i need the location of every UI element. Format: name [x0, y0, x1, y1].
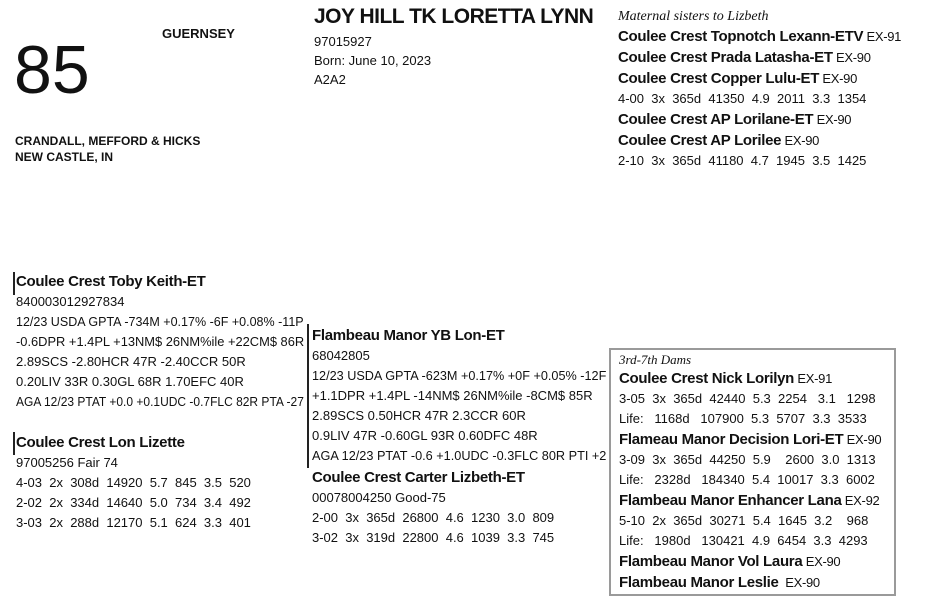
sire-name: Coulee Crest Toby Keith-ET — [16, 273, 206, 290]
ancestor-dam-entry — [619, 429, 881, 450]
sister-grade: EX-90 — [781, 133, 820, 148]
ancestor-dam-entry — [619, 572, 820, 593]
sister-entry — [618, 130, 819, 151]
sister-grade: EX-91 — [863, 29, 902, 44]
ancestor-dam-record: 5-10 2x 365d 30271 5.4 1645 3.2 968 — [619, 513, 869, 528]
ancestor-dam-record: 3-09 3x 365d 44250 5.9 2600 3.0 1313 — [619, 452, 876, 467]
sire-liv: 0.20LIV 33R 0.30GL 68R 1.70EFC 40R — [16, 374, 244, 389]
ancestor-dam-name: Flambeau Manor Enhancer Lana — [619, 492, 842, 509]
sister-grade: EX-90 — [813, 112, 852, 127]
sire-bracket-line — [13, 272, 15, 295]
sister-entry — [618, 68, 857, 89]
ancestor-dam-entry — [619, 551, 840, 572]
dams-box-heading: 3rd-7th Dams — [619, 352, 692, 367]
registration-number: 97015927 — [314, 34, 372, 49]
sire-block — [16, 271, 328, 412]
ancestor-dam-grade: EX-92 — [841, 493, 880, 508]
ancestor-dam-name: Flambeau Manor Leslie — [619, 574, 779, 591]
sire-of-dam-health: +1.1DPR +1.4PL -14NM$ 26NM%ile -8CM$ 85R — [312, 388, 593, 403]
dams-box — [609, 348, 896, 596]
animal-info — [314, 32, 431, 89]
dam-of-dam-block — [312, 467, 554, 548]
sister-entry — [618, 109, 851, 130]
consignor-name: CRANDALL, MEFFORD & HICKS — [15, 134, 201, 148]
consignor-block — [15, 133, 200, 165]
sire-of-dam-reg: 68042805 — [312, 348, 370, 363]
ancestor-dam-lifetime: Life: 2328d 184340 5.4 10017 3.3 6002 — [619, 472, 875, 487]
breed-label: GUERNSEY — [162, 26, 235, 41]
ancestor-dam-grade: EX-90 — [843, 432, 882, 447]
sister-name: Coulee Crest AP Lorilee — [618, 132, 782, 149]
ancestor-dam-name: Flambeau Manor Vol Laura — [619, 553, 803, 570]
dam-of-dam-record: 2-00 3x 365d 26800 4.6 1230 3.0 809 — [312, 510, 555, 525]
maternal-sisters — [618, 8, 901, 171]
dam-name: Coulee Crest Lon Lizette — [16, 434, 185, 451]
dam-of-dam-name: Coulee Crest Carter Lizbeth-ET — [312, 469, 525, 486]
sister-name: Coulee Crest Prada Latasha-ET — [618, 49, 833, 66]
dam-reg: 97005256 Fair 74 — [16, 455, 118, 470]
ancestor-dam-entry — [619, 368, 832, 389]
ancestor-dam-grade: EX-91 — [794, 371, 833, 386]
sister-record: 4-00 3x 365d 41350 4.9 2011 3.3 1354 — [618, 91, 867, 106]
ancestor-dam-lifetime: Life: 1980d 130421 4.9 6454 3.3 4293 — [619, 533, 868, 548]
sire-of-dam-ptat: AGA 12/23 PTAT -0.6 +1.0UDC -0.3FLC 80R PTI +2 — [312, 448, 607, 463]
maternal-sisters-heading: Maternal sisters to Lizbeth — [618, 9, 769, 24]
sister-entry — [618, 26, 901, 47]
ancestor-dam-lifetime: Life: 1168d 107900 5.3 5707 3.3 3533 — [619, 411, 867, 426]
dam-bracket-line — [13, 432, 15, 455]
ancestor-dam-entry — [619, 490, 879, 511]
sister-name: Coulee Crest Topnotch Lexann-ETV — [618, 28, 864, 45]
dam-block — [16, 432, 251, 533]
sire-scs: 2.89SCS -2.80HCR 47R -2.40CCR 50R — [16, 354, 246, 369]
animal-name: JOY HILL TK LORETTA LYNN — [314, 5, 594, 28]
sire-gpta: 12/23 USDA GPTA -734M +0.17% -6F +0.08% -11P — [16, 314, 304, 329]
dam-record: 2-02 2x 334d 14640 5.0 734 3.4 492 — [16, 495, 251, 510]
sire-ptat: AGA 12/23 PTAT +0.0 +0.1UDC -0.7FLC 82R PTA -27 — [16, 394, 304, 409]
sister-record: 2-10 3x 365d 41180 4.7 1945 3.5 1425 — [618, 153, 867, 168]
sire-of-dam-liv: 0.9LIV 47R -0.60GL 93R 0.60DFC 48R — [312, 428, 538, 443]
ancestor-dam-name: Coulee Crest Nick Lorilyn — [619, 370, 795, 387]
ancestor-dam-record: 3-05 3x 365d 42440 5.3 2254 3.1 1298 — [619, 391, 876, 406]
sire-of-dam-name: Flambeau Manor YB Lon-ET — [312, 327, 505, 344]
sister-name: Coulee Crest Copper Lulu-ET — [618, 70, 820, 87]
sire-health: -0.6DPR +1.4PL +13NM$ 26NM%ile +22CM$ 86R — [16, 334, 305, 349]
sire-of-dam-gpta: 12/23 USDA GPTA -623M +0.17% +0F +0.05% -12F — [312, 368, 607, 383]
sister-grade: EX-90 — [832, 50, 871, 65]
sire-of-dam-scs: 2.89SCS 0.50HCR 47R 2.3CCR 60R — [312, 408, 526, 423]
birth-date: Born: June 10, 2023 — [314, 53, 432, 68]
lot-number: 85 — [14, 32, 90, 108]
dam-record: 3-03 2x 288d 12170 5.1 624 3.3 401 — [16, 515, 251, 530]
dam-of-dam-reg: 00078004250 Good-75 — [312, 490, 446, 505]
ancestor-dam-grade: EX-90 — [802, 554, 841, 569]
consignor-location: NEW CASTLE, IN — [15, 150, 113, 164]
sister-entry — [618, 47, 871, 68]
sister-name: Coulee Crest AP Lorilane-ET — [618, 111, 814, 128]
sire-reg: 840003012927834 — [16, 294, 125, 309]
ancestor-dam-grade: EX-90 — [778, 575, 820, 590]
sire-of-dam-block — [312, 325, 614, 466]
dams-box-content — [619, 351, 881, 593]
dam-record: 4-03 2x 308d 14920 5.7 845 3.5 520 — [16, 475, 251, 490]
dam-of-dam-record: 3-02 3x 319d 22800 4.6 1039 3.3 745 — [312, 530, 555, 545]
beta-casein: A2A2 — [314, 72, 346, 87]
ancestor-dam-name: Flameau Manor Decision Lori-ET — [619, 431, 844, 448]
sister-grade: EX-90 — [819, 71, 858, 86]
